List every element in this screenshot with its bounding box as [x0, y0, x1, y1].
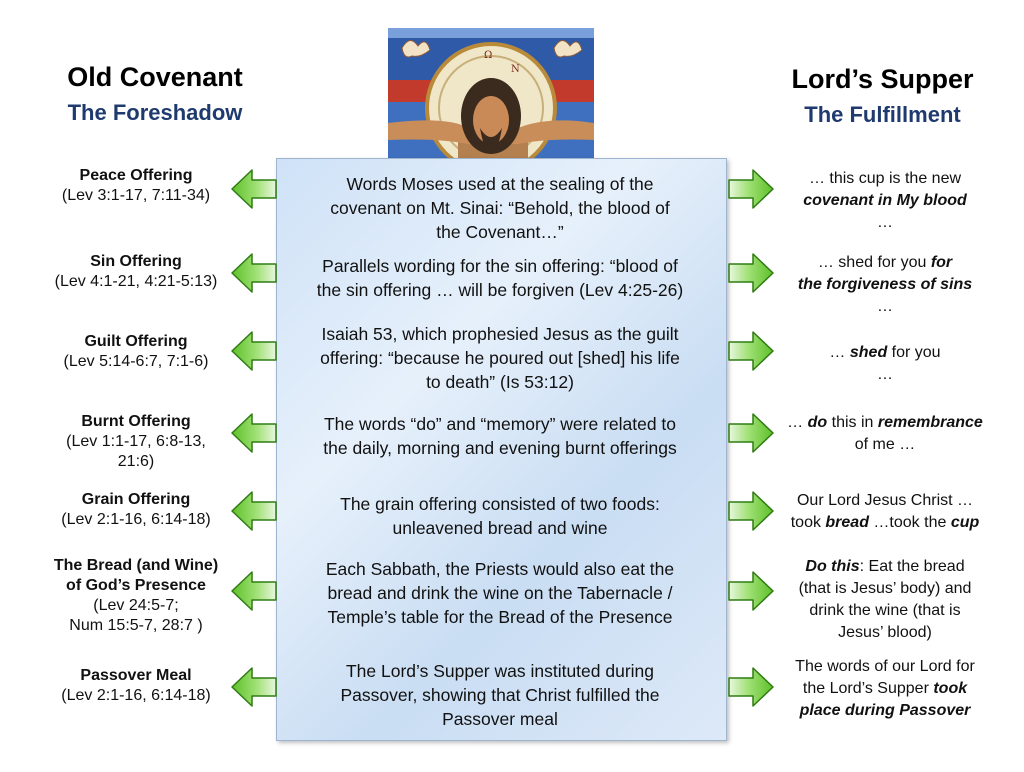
fulfillment-text: cup	[950, 514, 980, 531]
offering-name: Burnt Offering	[81, 413, 191, 430]
left-column-subtitle: The Foreshadow	[67, 100, 243, 125]
offering-name: Sin Offering	[90, 253, 182, 270]
fulfillment-text: for you	[887, 344, 941, 361]
fulfillment-line	[770, 274, 1000, 296]
center-explanation	[283, 412, 717, 460]
offering-reference: (Lev 5:14-6:7, 7:1-6)	[63, 353, 209, 370]
left-column-title: Old Covenant	[67, 62, 243, 92]
right-arrow-icon	[727, 330, 775, 372]
fulfillment-cell	[770, 412, 1000, 456]
left-arrow-icon	[230, 412, 278, 454]
fulfillment-text: of me …	[854, 436, 916, 453]
fulfillment-line	[770, 412, 1000, 434]
fulfillment-cell	[770, 252, 1000, 318]
fulfillment-text: … this cup is the new	[808, 170, 962, 187]
offering-cell	[20, 412, 252, 472]
offering-cell	[20, 666, 252, 706]
center-explanation-line: Words Moses used at the sealing of the	[346, 174, 654, 194]
center-explanation-line: The grain offering consisted of two foods:	[340, 494, 660, 514]
fulfillment-line	[770, 252, 1000, 274]
fulfillment-line	[770, 578, 1000, 600]
fulfillment-cell	[770, 556, 1000, 644]
fulfillment-text: …took the	[868, 514, 951, 531]
offering-name-line2: of God’s Presence	[66, 577, 206, 594]
offering-cell	[20, 252, 252, 292]
center-explanation-line: the sin offering … will be forgiven (Lev 4:25-26)	[316, 280, 684, 300]
fulfillment-text: : Eat the bread	[859, 558, 965, 575]
center-explanation-line: Passover, showing that Christ fulfilled the	[340, 685, 660, 705]
offering-reference-line2: 21:6)	[117, 453, 155, 470]
center-explanation	[283, 254, 717, 302]
center-explanation-line: bread and drink the wine on the Tabernacle /	[327, 583, 673, 603]
offering-name: Guilt Offering	[84, 333, 188, 350]
center-explanation-line: Passover meal	[442, 709, 558, 729]
right-arrow-icon	[727, 168, 775, 210]
offering-reference: (Lev 1:1-17, 6:8-13,	[66, 433, 206, 450]
offering-name: Grain Offering	[81, 491, 191, 508]
right-arrow-icon	[727, 490, 775, 532]
fulfillment-text: Do this	[805, 558, 860, 575]
center-explanation	[283, 659, 717, 731]
fulfillment-text: Our Lord Jesus Christ …	[796, 492, 974, 509]
fulfillment-text: took	[933, 680, 968, 697]
fulfillment-line	[770, 678, 1000, 700]
fulfillment-line	[770, 168, 1000, 190]
center-explanation-line: to death” (Is 53:12)	[426, 372, 574, 392]
left-arrow-icon	[230, 330, 278, 372]
fulfillment-text: the forgiveness of sins	[797, 276, 973, 293]
center-explanation-line: The Lord’s Supper was instituted during	[345, 661, 655, 681]
fulfillment-text: remembrance	[877, 414, 983, 431]
center-explanation-line: the Covenant…”	[436, 222, 564, 242]
fulfillment-text: covenant in My blood	[803, 192, 967, 209]
center-explanation	[283, 557, 717, 629]
crucifix-icon-image	[388, 28, 594, 163]
center-explanation	[283, 172, 717, 244]
offering-name: The Bread (and Wine)	[53, 557, 219, 574]
center-explanation-line: unleavened bread and wine	[392, 518, 608, 538]
svg-text:Ν: Ν	[511, 64, 520, 75]
svg-text:Ω: Ω	[484, 50, 493, 61]
right-column-subtitle: The Fulfillment	[804, 102, 961, 127]
center-explanation-line: Parallels wording for the sin offering: “blood of	[322, 256, 678, 276]
fulfillment-text: bread	[825, 514, 869, 531]
fulfillment-text: …	[877, 298, 893, 315]
fulfillment-text: …	[829, 344, 850, 361]
offering-reference: (Lev 2:1-16, 6:14-18)	[61, 511, 211, 528]
left-arrow-icon	[230, 252, 278, 294]
fulfillment-text: the Lord’s Supper	[802, 680, 934, 697]
center-explanation-line: Temple’s table for the Bread of the Presence	[327, 607, 673, 627]
fulfillment-text: shed	[849, 344, 888, 361]
fulfillment-text: Jesus’ blood)	[838, 624, 932, 641]
fulfillment-line	[770, 212, 1000, 234]
fulfillment-cell	[770, 342, 1000, 386]
offering-reference: (Lev 24:5-7;	[93, 597, 179, 614]
left-arrow-icon	[230, 168, 278, 210]
fulfillment-line	[770, 600, 1000, 622]
offering-cell	[20, 556, 252, 636]
center-explanation	[283, 322, 717, 394]
fulfillment-text: took	[790, 514, 826, 531]
fulfillment-line	[770, 656, 1000, 678]
fulfillment-text: do	[807, 414, 828, 431]
center-explanation-line: Isaiah 53, which prophesied Jesus as the guilt	[321, 324, 679, 344]
offering-reference: (Lev 3:1-17, 7:11-34)	[61, 187, 211, 204]
right-arrow-icon	[727, 570, 775, 612]
offering-reference: (Lev 2:1-16, 6:14-18)	[61, 687, 211, 704]
center-explanation-line: Each Sabbath, the Priests would also eat the	[325, 559, 675, 579]
fulfillment-text: (that is Jesus’ body) and	[798, 580, 972, 597]
fulfillment-text: …	[877, 366, 893, 383]
fulfillment-text: this in	[827, 414, 878, 431]
fulfillment-line	[770, 512, 1000, 534]
fulfillment-line	[770, 622, 1000, 644]
fulfillment-text: … shed for you	[817, 254, 931, 271]
offering-name: Passover Meal	[80, 667, 192, 684]
offering-name: Peace Offering	[79, 167, 193, 184]
fulfillment-text: for	[930, 254, 953, 271]
offering-reference: (Lev 4:1-21, 4:21-5:13)	[54, 273, 218, 290]
fulfillment-cell	[770, 168, 1000, 234]
fulfillment-cell	[770, 656, 1000, 722]
fulfillment-text: The words of our Lord for	[795, 658, 975, 675]
fulfillment-text: …	[787, 414, 808, 431]
offering-cell	[20, 166, 252, 206]
center-explanation-line: the daily, morning and evening burnt offerings	[323, 438, 677, 458]
fulfillment-text: place during Passover	[799, 702, 971, 719]
fulfillment-cell	[770, 490, 1000, 534]
fulfillment-text: …	[877, 214, 893, 231]
fulfillment-line	[770, 364, 1000, 386]
offering-reference-line2: Num 15:5-7, 28:7 )	[69, 617, 203, 634]
right-column-title: Lord’s Supper	[791, 64, 974, 94]
center-explanation-line: offering: “because he poured out [shed] his life	[320, 348, 680, 368]
left-arrow-icon	[230, 666, 278, 708]
right-arrow-icon	[727, 666, 775, 708]
center-explanation-line: The words “do” and “memory” were related to	[323, 414, 677, 434]
fulfillment-text: drink the wine (that is	[809, 602, 961, 619]
right-arrow-icon	[727, 252, 775, 294]
fulfillment-line	[770, 342, 1000, 364]
fulfillment-line	[770, 490, 1000, 512]
right-arrow-icon	[727, 412, 775, 454]
center-explanation-line: covenant on Mt. Sinai: “Behold, the blood of	[330, 198, 670, 218]
left-arrow-icon	[230, 570, 278, 612]
offering-cell	[20, 332, 252, 372]
fulfillment-line	[770, 700, 1000, 722]
offering-cell	[20, 490, 252, 530]
left-arrow-icon	[230, 490, 278, 532]
center-explanation	[283, 492, 717, 540]
fulfillment-line	[770, 434, 1000, 456]
fulfillment-line	[770, 296, 1000, 318]
fulfillment-line	[770, 190, 1000, 212]
fulfillment-line	[770, 556, 1000, 578]
